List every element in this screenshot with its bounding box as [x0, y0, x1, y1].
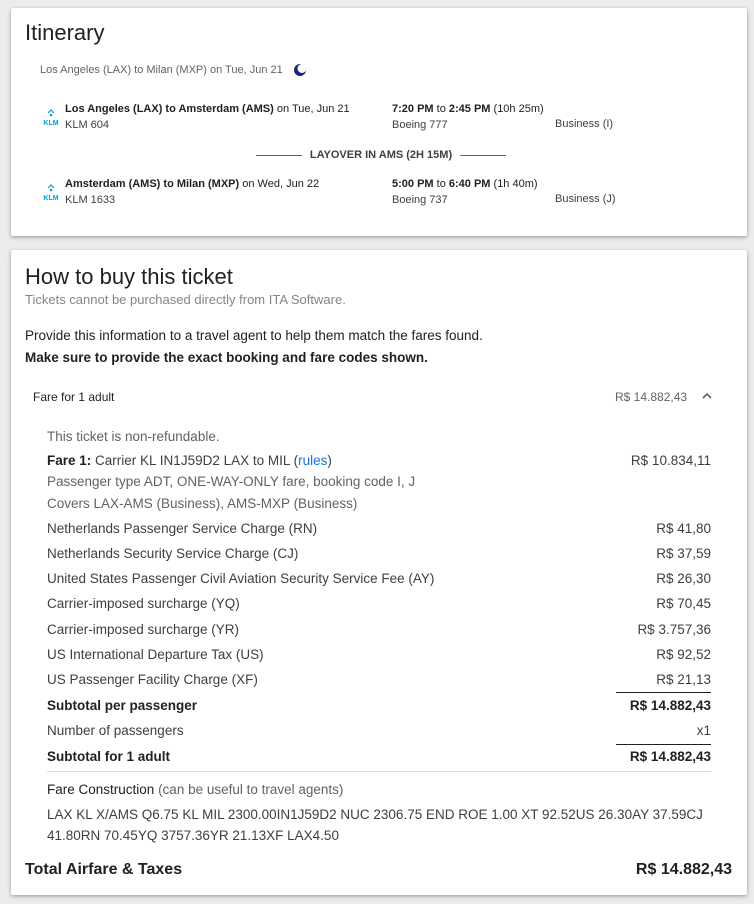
segment-departure: 7:20 PM [392, 103, 434, 115]
subtotal-divider [616, 744, 711, 745]
passenger-count-row [47, 723, 711, 738]
purchase-subtitle: Tickets cannot be purchased directly from ITA Software. [25, 292, 346, 307]
fare-1-passenger-type: Passenger type ADT, ONE-WAY-ONLY fare, booking code I, J [47, 474, 416, 489]
charge-row [47, 672, 711, 687]
how-to-buy-card [11, 250, 747, 895]
segment-route: Los Angeles (LAX) to Amsterdam (AMS) [65, 103, 274, 115]
charge-label: Carrier-imposed surcharge (YR) [47, 622, 240, 637]
fare-construction-label: Fare Construction [47, 782, 155, 797]
passenger-count-label: Number of passengers [47, 723, 184, 738]
segment-departure: 5:00 PM [392, 178, 434, 190]
charge-amount: R$ 37,59 [656, 546, 711, 561]
agent-info-text: Provide this information to a travel agent to help them match the fares found. [25, 328, 483, 343]
rules-link[interactable]: rules [298, 453, 328, 468]
charge-row [47, 647, 711, 662]
charge-amount: R$ 92,52 [656, 647, 711, 662]
segment-aircraft: Boeing 737 [392, 194, 448, 206]
svg-text:KLM: KLM [43, 195, 59, 202]
subtotal-per-passenger-row [47, 698, 711, 713]
fare-construction-note: (can be useful to travel agents) [158, 782, 344, 797]
section-divider [47, 771, 711, 772]
charge-amount: R$ 70,45 [656, 596, 711, 611]
moon-icon [293, 63, 307, 77]
chevron-up-icon[interactable] [701, 390, 713, 402]
fare-1-coverage: Covers LAX-AMS (Business), AMS-MXP (Business) [47, 496, 358, 511]
layover-divider [256, 148, 506, 162]
subtotal-per-passenger-amount: R$ 14.882,43 [629, 698, 711, 713]
charge-row [47, 596, 711, 611]
segment-arrival: 2:45 PM [448, 103, 491, 115]
fare-1-amount: R$ 10.834,11 [630, 453, 711, 468]
segment-flight: KLM 1633 [65, 194, 116, 206]
charge-label: Carrier-imposed surcharge (YQ) [47, 596, 240, 611]
charge-row [47, 546, 711, 561]
how-to-buy-title: How to buy this ticket [25, 264, 233, 289]
subtotal-adult-row [47, 749, 711, 764]
charge-row [47, 521, 711, 536]
fare-1-row: Fare 1: Carrier KL IN1J59D2 LAX to MIL (rules) R$ 10.834,11 [47, 453, 711, 468]
charge-amount: R$ 26,30 [656, 571, 711, 586]
subtotal-adult-label: Subtotal for 1 adult [47, 749, 170, 764]
subtotal-per-passenger-label: Subtotal per passenger [47, 698, 198, 713]
non-refundable-note: This ticket is non-refundable. [47, 429, 220, 444]
subtotal-adult-amount: R$ 14.882,43 [629, 749, 711, 764]
fare-1-desc: Carrier KL IN1J59D2 LAX to MIL [95, 453, 290, 468]
itinerary-title: Itinerary [25, 20, 105, 45]
segment-flight: KLM 604 [65, 119, 110, 131]
charge-row [47, 571, 711, 586]
segment-route: Amsterdam (AMS) to Milan (MXP) [65, 178, 240, 190]
fare-details-panel [25, 378, 733, 845]
charge-row [47, 622, 711, 637]
segment-date: on Tue, Jun 21 [276, 103, 350, 115]
itinerary-card: Itinerary Los Angeles (LAX) to Milan (MXP) on Tue, Jun 21 KLM Los Angeles (LAX) to Amsterdam (AMS) on Tue, Jun 21 KLM 604 7:20 PM to 2:45 PM (10h 25m) Boeing 777 Business (I) LAYOVER IN AMS (2H 15M) KLM Amsterdam (AMS) to Milan (MXP) on Wed, Jun 22 KLM 1633 5:00 PM to 6:40 PM (1h 40m) Boeing 737 Business (J) [11, 8, 747, 236]
charge-label: Netherlands Security Service Charge (CJ) [47, 546, 299, 561]
layover-text: LAYOVER IN AMS (2H 15M) [309, 149, 453, 161]
segment-cabin: Business (I) [555, 118, 614, 130]
fare-1-label: Fare 1: [47, 453, 92, 468]
fare-construction-text: LAX KL X/AMS Q6.75 KL MIL 2300.00IN1J59D2 NUC 2306.75 END ROE 1.00 XT 92.52US 26.30AY 37.59CJ 41.80RN 70.45YQ 3757.36YR 21.13XF LAX4.50 [47, 807, 703, 843]
segment-aircraft: Boeing 777 [392, 119, 448, 131]
segment-date: on Wed, Jun 22 [242, 178, 320, 190]
charge-label: US Passenger Facility Charge (XF) [47, 672, 258, 687]
charge-amount: R$ 3.757,36 [637, 622, 711, 637]
segment-duration: (1h 40m) [493, 178, 538, 190]
klm-logo-icon [41, 184, 61, 202]
segment-duration: (10h 25m) [493, 103, 544, 115]
segment-arrival: 6:40 PM [448, 178, 491, 190]
booking-code-warning: Make sure to provide the exact booking and fare codes shown. [25, 350, 428, 365]
total-amount: R$ 14.882,43 [635, 861, 732, 878]
charge-amount: R$ 41,80 [656, 521, 711, 536]
charge-label: United States Passenger Civil Aviation Security Service Fee (AY) [47, 571, 435, 586]
fare-header-label[interactable]: Fare for 1 adult [33, 390, 115, 404]
charge-amount: R$ 21,13 [656, 672, 711, 687]
fare-construction-heading [47, 782, 343, 797]
charge-label: US International Departure Tax (US) [47, 647, 264, 662]
subtotal-divider [616, 692, 711, 693]
fare-header-amount: R$ 14.882,43 [615, 390, 688, 404]
route-summary [40, 63, 307, 77]
klm-logo-icon [41, 109, 61, 127]
total-label: Total Airfare & Taxes [25, 861, 183, 878]
passenger-count-value: x1 [696, 723, 711, 738]
charge-label: Netherlands Passenger Service Charge (RN) [47, 521, 318, 536]
route-summary-text: Los Angeles (LAX) to Milan (MXP) on Tue, Jun 21 [40, 64, 283, 76]
svg-text:KLM: KLM [43, 120, 59, 127]
segment-cabin: Business (J) [555, 193, 616, 205]
